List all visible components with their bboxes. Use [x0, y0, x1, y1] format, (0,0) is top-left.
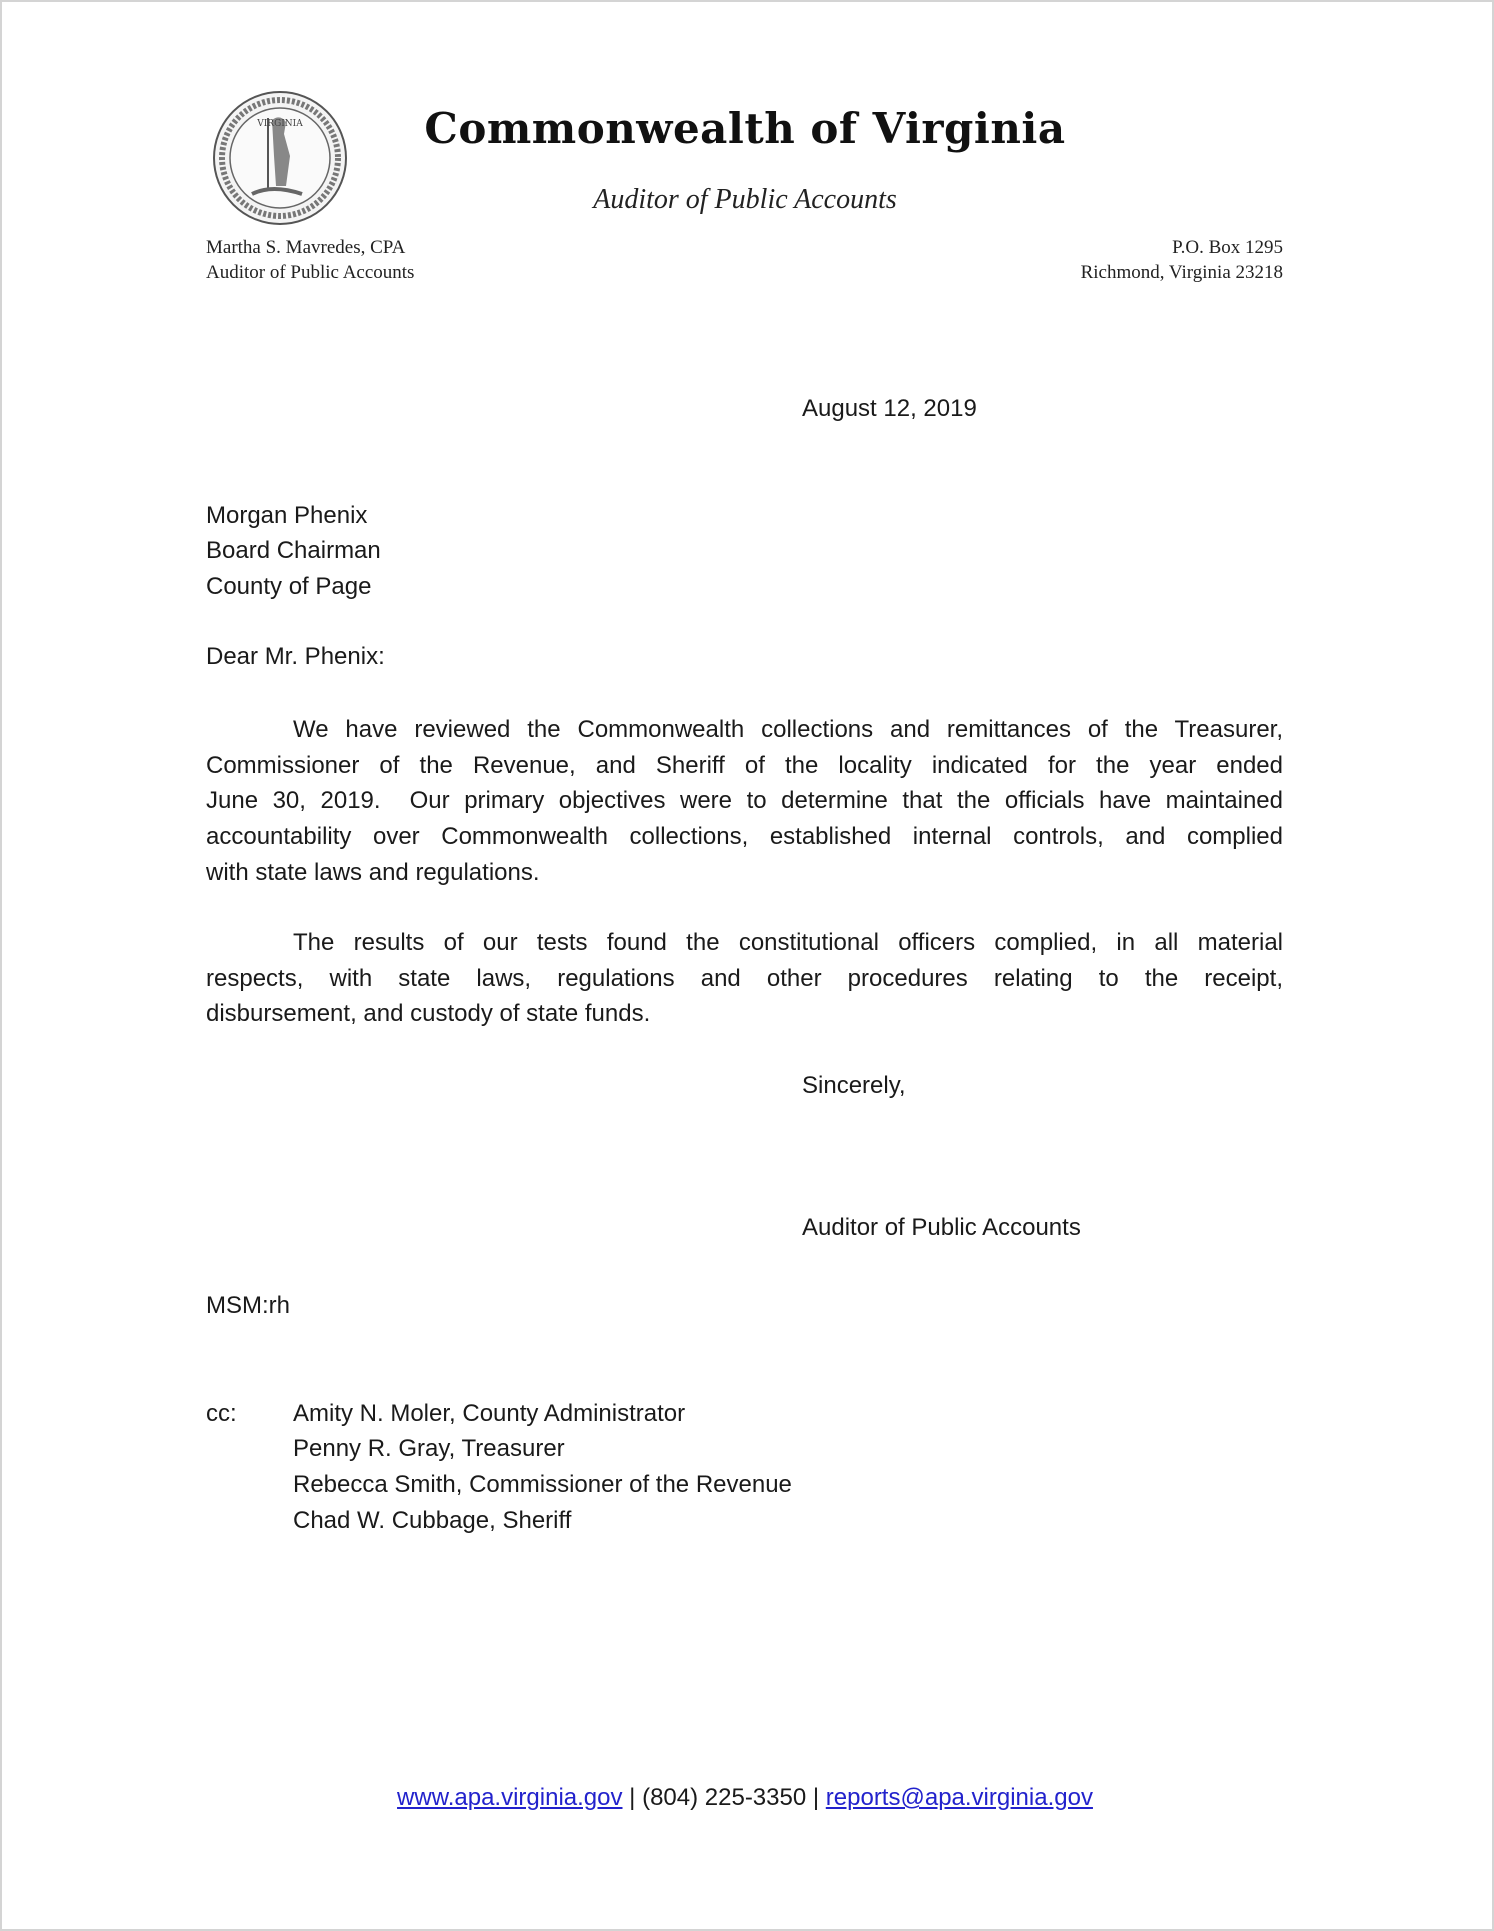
- recipient-name: Morgan Phenix: [206, 502, 368, 529]
- auditor-title: Auditor of Public Accounts: [206, 262, 415, 283]
- cc-recipient: Rebecca Smith, Commissioner of the Revenue: [293, 1471, 792, 1498]
- footer: [2, 1780, 1488, 1816]
- cc-recipient: Chad W. Cubbage, Sheriff: [293, 1507, 572, 1534]
- letter-date: August 12, 2019: [802, 395, 977, 422]
- address-city: Richmond, Virginia 23218: [1080, 262, 1283, 283]
- cc-recipient: Penny R. Gray, Treasurer: [293, 1435, 565, 1462]
- footer-separator: |: [812, 1784, 820, 1811]
- closing: Sincerely,: [802, 1072, 906, 1099]
- letterhead-subtitle: Auditor of Public Accounts: [593, 184, 897, 215]
- footer-separator: |: [629, 1784, 636, 1811]
- salutation: Dear Mr. Phenix:: [206, 643, 385, 670]
- address-po-box: P.O. Box 1295: [1172, 237, 1283, 258]
- website-link[interactable]: www.apa.virginia.gov: [397, 1784, 623, 1811]
- cc-recipient: Amity N. Moler, County Administrator: [293, 1400, 686, 1427]
- paragraph-line: disbursement, and custody of state funds.: [206, 1000, 651, 1027]
- reference-initials: MSM:rh: [206, 1292, 290, 1319]
- paragraph-line: June 30, 2019. Our primary objectives were to determine that the officials have maintained: [206, 787, 1283, 814]
- paragraph-line: The results of our tests found the constitutional officers complied, in all material: [293, 929, 1283, 956]
- letterhead-title: Commonwealth of Virginia: [424, 104, 1066, 153]
- phone-number: (804) 225-3350: [642, 1784, 807, 1811]
- recipient-organization: County of Page: [206, 573, 372, 600]
- auditor-name: Martha S. Mavredes, CPA: [206, 237, 406, 258]
- paragraph-line: respects, with state laws, regulations and other procedures relating to the receipt,: [206, 965, 1283, 992]
- paragraph-line: with state laws and regulations.: [206, 859, 540, 886]
- email-link[interactable]: reports@apa.virginia.gov: [825, 1784, 1093, 1811]
- paragraph-line: Commissioner of the Revenue, and Sheriff of the locality indicated for the year ended: [206, 752, 1283, 779]
- paragraph-line: accountability over Commonwealth collections, established internal controls, and complied: [206, 823, 1283, 850]
- svg-text:VIRGINIA: VIRGINIA: [257, 119, 303, 129]
- recipient-title: Board Chairman: [206, 537, 381, 564]
- paragraph-line: We have reviewed the Commonwealth collections and remittances of the Treasurer,: [293, 716, 1283, 743]
- signature-block: Auditor of Public Accounts: [802, 1214, 1081, 1241]
- cc-label: cc:: [206, 1400, 237, 1427]
